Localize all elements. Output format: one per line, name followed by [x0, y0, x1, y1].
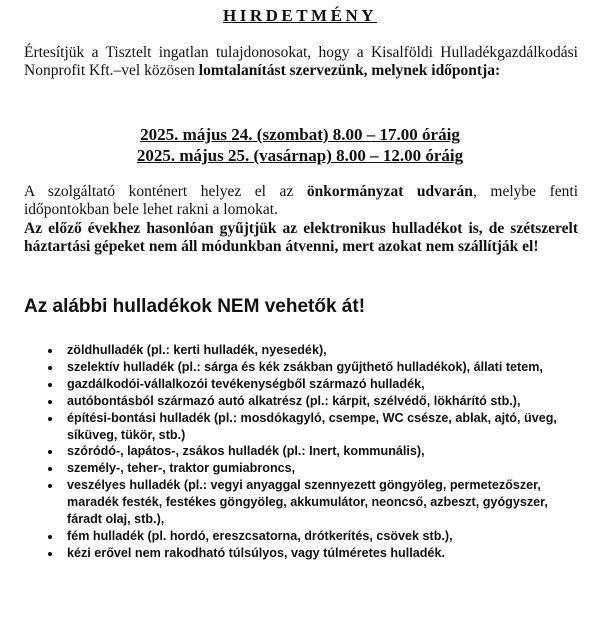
electronic-waste-paragraph: Az előző évekhez hasonlóan gyűjtjük az elektronikus hulladékot is, de szétszerelt háztartási gépeket nem áll módunkban átvenni, mert azokat nem szállítják el!: [24, 220, 578, 255]
event-date-1: 2025. május 24. (szombat) 8.00 – 17.00 óráig: [140, 125, 460, 144]
list-item: autóbontásból származó autó alkatrész (pl.: kárpit, szélvédő, lökhárító stb.),: [48, 393, 568, 410]
list-item: szóródó-, lapátos-, zsákos hulladék (pl.: Inert, kommunális),: [48, 443, 568, 460]
intro-paragraph: [24, 44, 578, 80]
intro-text: Értesítjük a Tisztelt ingatlan tulajdonosokat, hogy a Kisalföldi Hulladékgazdálkodási Nonprofit Kft.–vel közösen: [24, 44, 578, 79]
page-title: HIRDETMÉNY: [222, 6, 377, 25]
list-item: veszélyes hulladék (pl.: vegyi anyaggal szennyezett göngyöleg, permetezőszer, maradék festék, festékes göngyöleg, akkumulátor, neoncső, azbeszt, gyógyszer, fáradt olaj, stb.),: [48, 477, 568, 528]
event-date-2: 2025. május 25. (vasárnap) 8.00 – 12.00 óráig: [136, 146, 464, 165]
list-item: személy-, teher-, traktor gumiabroncs,: [48, 460, 568, 477]
not-accepted-heading: Az alábbi hulladékok NEM vehetők át!: [24, 296, 366, 317]
container-text-before: A szolgáltató konténert helyez el az: [24, 183, 307, 200]
event-dates: [0, 124, 600, 166]
list-item: gazdálkodói-vállalkozói tevékenységből származó hulladék,: [48, 376, 568, 393]
not-accepted-list: [48, 342, 568, 562]
list-item: kézi erővel nem rakodható túlsúlyos, vagy túlméretes hulladék.: [48, 545, 568, 562]
intro-bold-text: lomtalanítást szervezünk, melynek időpontja:: [198, 62, 501, 79]
container-paragraph: [24, 183, 578, 219]
list-item: fém hulladék (pl. hordó, ereszcsatorna, drótkerítés, csövek stb.),: [48, 528, 568, 545]
container-location: önkormányzat udvarán: [306, 183, 473, 200]
list-item: zöldhulladék (pl.: kerti hulladék, nyesedék),: [48, 342, 568, 359]
container-text-after: , melybe fenti időpontokban bele lehet rakni a lomokat.: [24, 183, 579, 218]
list-item: szelektív hulladék (pl.: sárga és kék zsákban gyűjthető hulladékok), állati tetem,: [48, 359, 568, 376]
list-item: építési-bontási hulladék (pl.: mosdókagyló, csempe, WC csésze, ablak, ajtó, üveg, síküveg, tükör, stb.): [48, 410, 568, 444]
